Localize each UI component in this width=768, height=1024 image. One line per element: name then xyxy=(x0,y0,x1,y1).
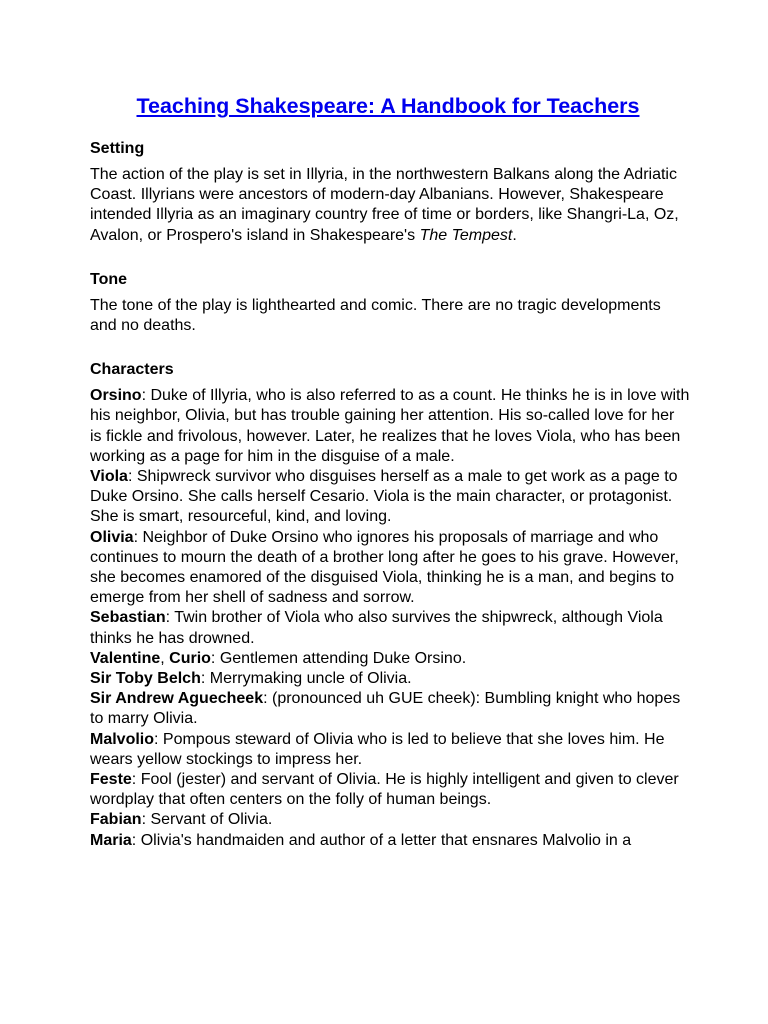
character-name: Sebastian xyxy=(90,609,166,627)
characters-section xyxy=(90,360,690,851)
character-name: Orsino xyxy=(90,387,142,405)
characters-heading: Characters xyxy=(90,361,174,379)
character-description: : Shipwreck survivor who disguises herself as a male to get work as a page to Duke Orsino. She calls herself Cesario. Viola is the main character, or protagonist. She is smart, resourceful, kind, and loving. xyxy=(90,468,678,526)
setting-play-title: The Tempest xyxy=(419,226,513,244)
tone-paragraph: The tone of the play is lighthearted and comic. There are no tragic developments and no deaths. xyxy=(90,296,661,335)
character-name: Sir Andrew Aguecheek xyxy=(90,690,264,708)
character-entry-sir-toby-belch xyxy=(90,669,690,689)
character-name: Valentine xyxy=(90,649,161,667)
character-entry-viola xyxy=(90,467,690,528)
tone-section xyxy=(90,270,690,336)
character-entry-orsino xyxy=(90,386,690,467)
character-description: : Twin brother of Viola who also survives the shipwreck, although Viola thinks he has drowned. xyxy=(90,609,663,647)
setting-heading: Setting xyxy=(90,140,145,157)
character-name: Fabian xyxy=(90,811,142,829)
character-entry-maria xyxy=(90,831,690,851)
character-description: : Servant of Olivia. xyxy=(141,811,273,829)
character-description: : Merrymaking uncle of Olivia. xyxy=(200,670,412,688)
character-entry-feste xyxy=(90,770,690,810)
character-description: : Gentlemen attending Duke Orsino. xyxy=(210,649,467,667)
character-description: : Pompous steward of Olivia who is led to believe that she loves him. He wears yellow stockings to impress her. xyxy=(90,730,665,768)
character-name-separator: , xyxy=(160,649,170,667)
setting-text-end: . xyxy=(512,226,517,244)
character-entry-malvolio xyxy=(90,730,690,770)
character-name: Malvolio xyxy=(90,730,155,748)
character-entry-sir-andrew-aguecheek xyxy=(90,689,690,729)
character-description: : Fool (jester) and servant of Olivia. He is highly intelligent and given to clever wordplay that often centers on the folly of human beings. xyxy=(90,771,679,809)
character-description: : (pronounced uh GUE cheek): Bumbling knight who hopes to marry Olivia. xyxy=(90,690,681,728)
character-name: Maria xyxy=(90,831,132,849)
document-title-link[interactable]: Teaching Shakespeare: A Handbook for Teachers xyxy=(136,94,640,118)
character-entry-olivia xyxy=(90,528,690,609)
character-entry-valentine-curio xyxy=(90,649,690,669)
setting-text: The action of the play is set in Illyria, in the northwestern Balkans along the Adriatic Coast. Illyrians were ancestors of modern-day Albanians. However, Shakespeare intended Illyria as an imaginary country free of time or borders, like Shangri-La, Oz, Avalon, or Prospero's island in Shakespeare's xyxy=(90,166,679,244)
tone-heading: Tone xyxy=(90,270,128,288)
character-name: Curio xyxy=(169,649,211,667)
setting-section xyxy=(90,139,690,246)
document-page xyxy=(90,92,690,875)
setting-paragraph xyxy=(90,165,690,246)
character-description: : Duke of Illyria, who is also referred to as a count. He thinks he is in love with his neighbor, Olivia, but has trouble gaining her attention. His so-called love for her is fickle and frivolous, however. Later, he realizes that he loves Viola, who has been working as a page for him in the disguise of a male. xyxy=(90,387,690,465)
character-name: Viola xyxy=(90,468,128,486)
character-description: : Neighbor of Duke Orsino who ignores his proposals of marriage and who continues to mourn the death of a brother long after he goes to his grave. However, she becomes enamored of the disguised Viola, thinking he is a man, and begins to emerge from her shell of sadness and sorrow. xyxy=(90,528,679,607)
character-entry-fabian xyxy=(90,810,690,830)
character-name: Sir Toby Belch xyxy=(90,670,201,688)
character-name: Feste xyxy=(90,771,132,789)
character-name: Olivia xyxy=(90,528,134,546)
character-description: : Olivia's handmaiden and author of a letter that ensnares Malvolio in a xyxy=(131,831,632,849)
character-entry-sebastian xyxy=(90,608,690,648)
